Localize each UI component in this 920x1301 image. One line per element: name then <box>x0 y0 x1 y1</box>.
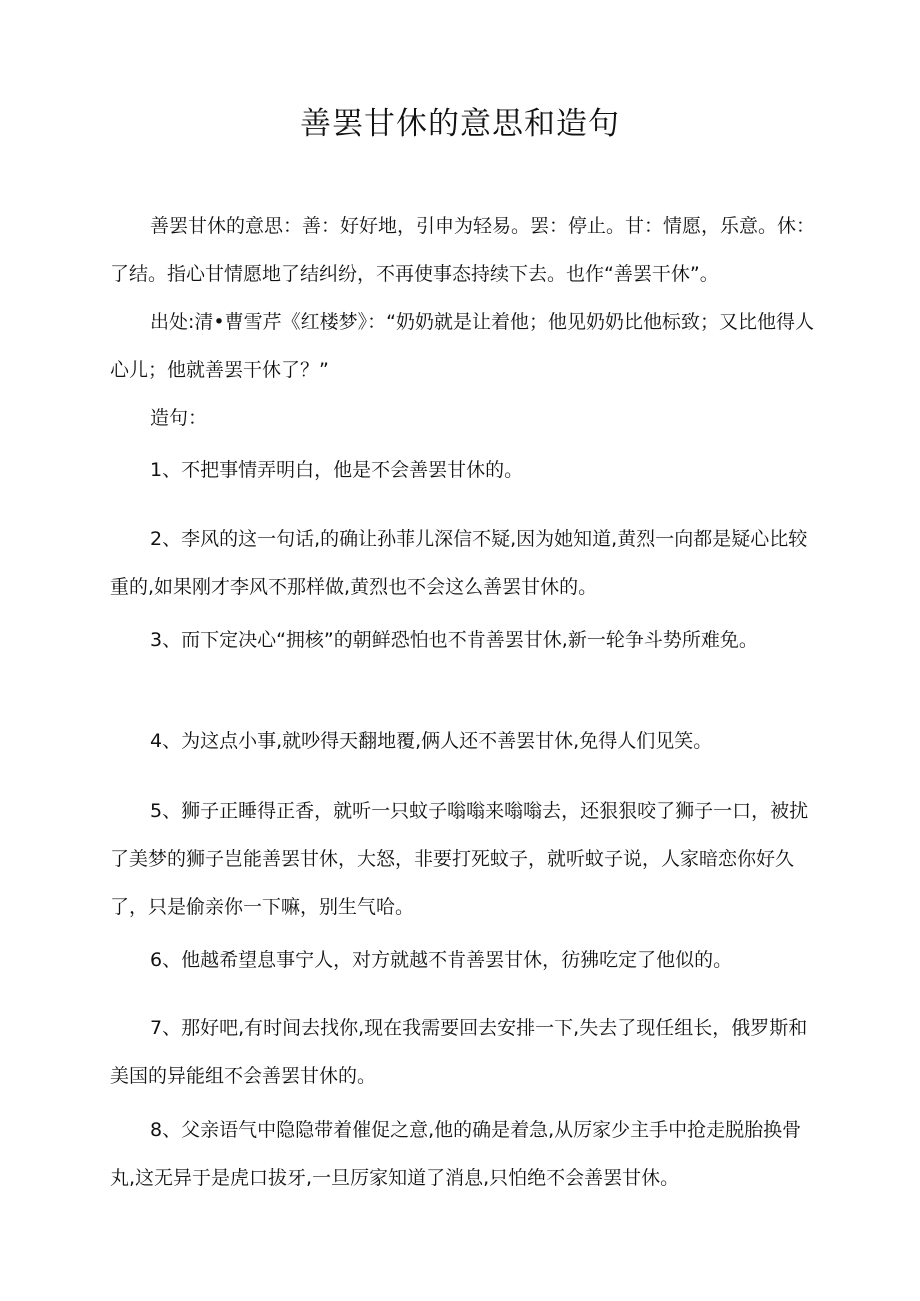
sentence-item: 3、而下定决心“拥核”的朝鲜恐怕也不肯善罢甘休,新一轮争斗势所难免。 <box>150 629 758 651</box>
sentence-item: 5、狮子正睡得正香，就听一只蚊子嗡嗡来嗡嗡去，还狠狠咬了狮子一口，被扰了美梦的狮子岂能善罢甘休，大怒，非要打死蚊子，就听蚊子说，人家暗恋你好久了，只是偷亲你一下嘛，别生气哈。 <box>110 800 809 918</box>
meaning-paragraph: 善罢甘休的意思：善：好好地，引申为轻易。罢：停止。甘：情愿，乐意。休：了结。指心甘情愿地了结纠纷，不再使事态持续下去。也作“善罢干休”。 <box>110 215 816 285</box>
sentences-label: 造句： <box>150 407 208 429</box>
sentence-item: 1、不把事情弄明白，他是不会善罢甘休的。 <box>150 459 524 481</box>
sentence-item: 4、为这点小事,就吵得天翻地覆,俩人还不善罢甘休,免得人们见笑。 <box>150 730 713 752</box>
source-paragraph: 出处:清•曹雪芹《红楼梦》：“奶奶就是让着他；他见奶奶比他标致；又比他得人心儿；他就善罢干休了？” <box>110 311 814 381</box>
sentence-item: 2、李风的这一句话,的确让孙菲儿深信不疑,因为她知道,黄烈一向都是疑心比较重的,如果刚才李风不那样做,黄烈也不会这么善罢甘休的。 <box>110 528 808 598</box>
sentence-item: 6、他越希望息事宁人，对方就越不肯善罢甘休，彷狒吃定了他似的。 <box>150 949 733 971</box>
sentence-item: 7、那好吧,有时间去找你,现在我需要回去安排一下,失去了现任组长，俄罗斯和美国的异能组不会善罢甘休的。 <box>110 1017 808 1087</box>
page-title: 善罢甘休的意思和造句 <box>300 106 620 142</box>
sentence-item: 8、父亲语气中隐隐带着催促之意,他的确是着急,从厉家少主手中抢走脱胎换骨丸,这无异于是虎口拔牙,一旦厉家知道了消息,只怕绝不会善罢甘休。 <box>110 1119 802 1189</box>
